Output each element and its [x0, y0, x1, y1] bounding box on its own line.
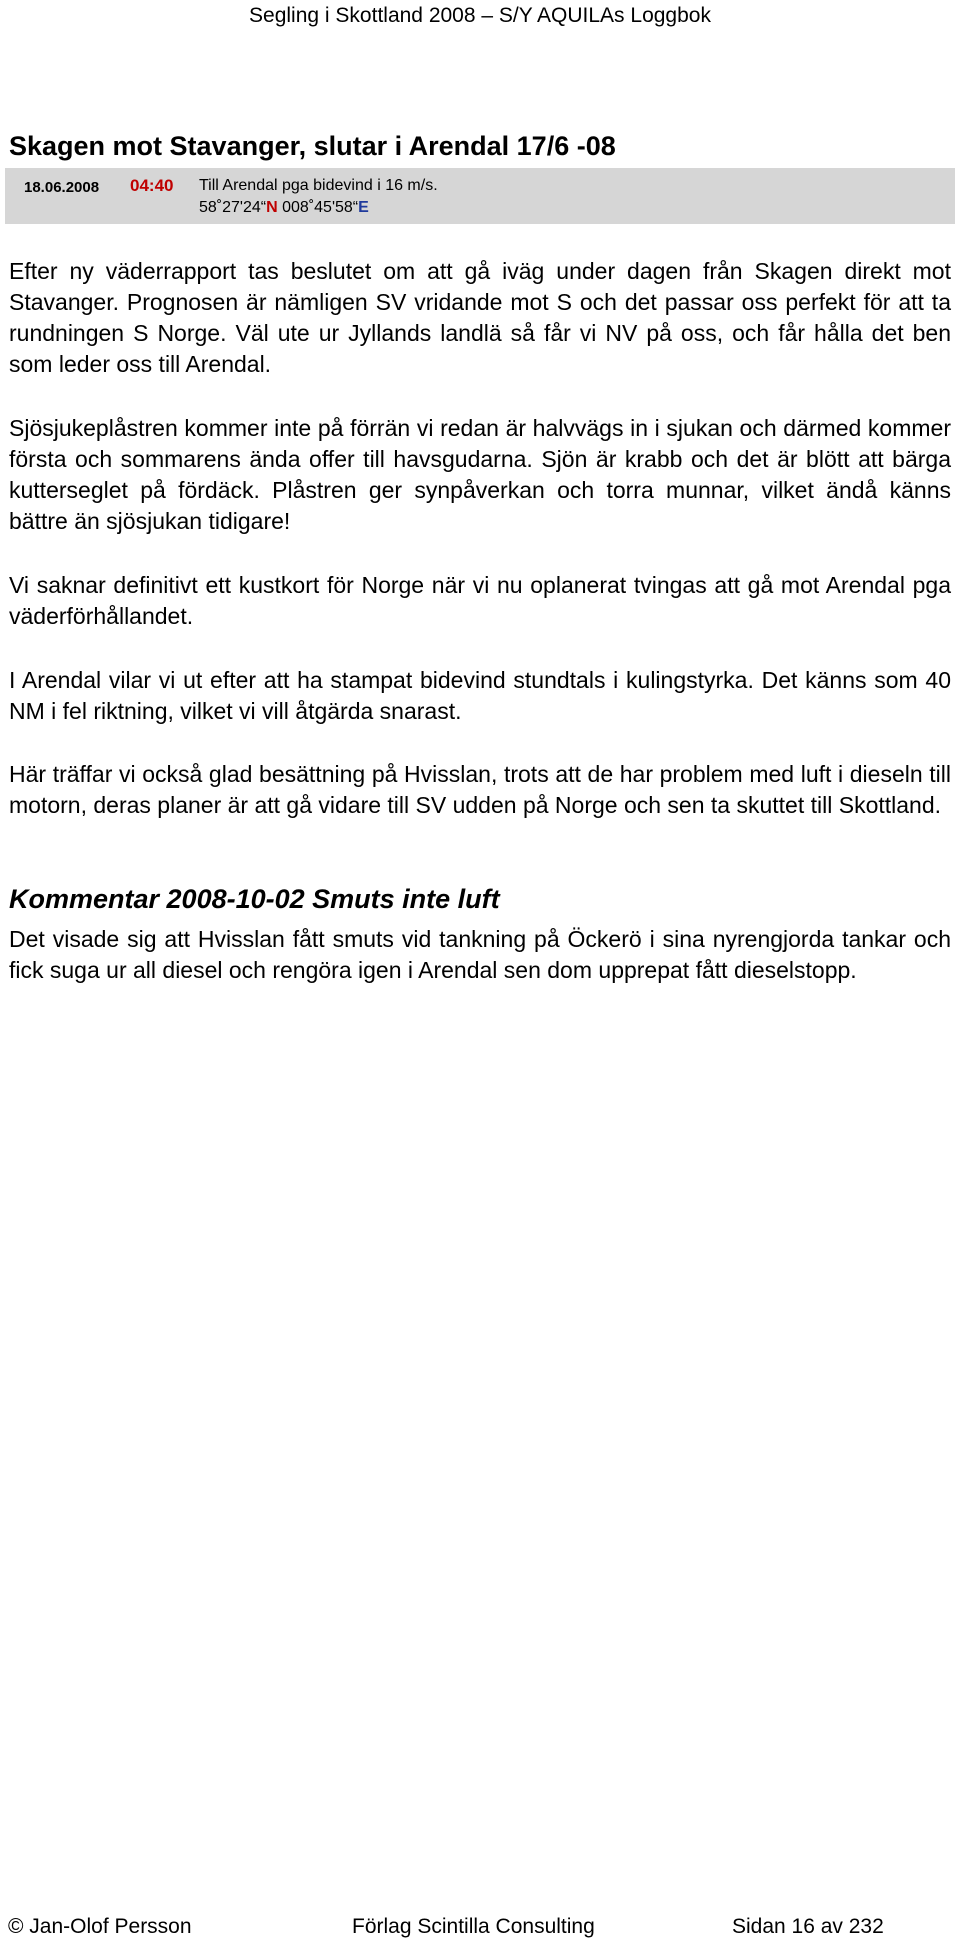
- footer-author: © Jan-Olof Persson: [8, 1915, 192, 1938]
- footer-publisher: Förlag Scintilla Consulting: [352, 1915, 595, 1938]
- latitude-value: 58˚27'24“: [199, 199, 267, 216]
- log-entry-description: Till Arendal pga bidevind i 16 m/s.: [199, 177, 438, 194]
- comment-heading: Kommentar 2008-10-02 Smuts inte luft: [9, 884, 500, 914]
- log-entry-position: [199, 198, 369, 218]
- page-footer: [0, 1914, 960, 1940]
- log-entry-box: [5, 168, 955, 224]
- body-paragraph: I Arendal vilar vi ut efter att ha stampat bidevind stundtals i kulingstyrka. Det känns som 40 NM i fel riktning, vilket vi vill åtgärda snarast.: [9, 667, 951, 724]
- footer-page-number: Sidan 16 av 232: [732, 1915, 884, 1938]
- body-paragraph: Här träffar vi också glad besättning på Hvisslan, trots att de har problem med luft i dieseln till motorn, deras planer är att gå vidare till SV udden på Norge och sen ta skuttet till Skottland.: [9, 761, 951, 818]
- body-paragraph: Efter ny väderrapport tas beslutet om att gå iväg under dagen från Skagen direkt mot Stavanger. Prognosen är nämligen SV vridande mot S och det passar oss perfekt för att ta rundningen S Norge. Väl ute ur Jyllands landlä så får vi NV på oss, och får hålla det ben som leder oss till Arendal.: [9, 258, 951, 377]
- latitude-direction: N: [266, 199, 278, 216]
- log-entry-date: 18.06.2008: [24, 179, 100, 196]
- body-paragraph: Sjösjukeplåstren kommer inte på förrän vi redan är halvvägs in i sjukan och därmed kommer första och sommarens ända offer till havsgudarna. Sjön är krabb och det är blött att bärga kutterseglet på fördäck. Plåstren ger synpåverkan och torra munnar, vilket ändå känns bättre än sjösjukan tidigare!: [9, 415, 951, 534]
- longitude-direction: E: [358, 199, 369, 216]
- log-entry-time: 04:40: [130, 176, 174, 195]
- longitude-value: 008˚45'58“: [277, 199, 359, 216]
- running-header: Segling i Skottland 2008 – S/Y AQUILAs Loggbok: [249, 4, 711, 27]
- comment-paragraph: Det visade sig att Hvisslan fått smuts vid tankning på Öckerö i sina nyrengjorda tankar och fick suga ur all diesel och rengöra igen i Arendal sen dom upprepat fått dieselstopp.: [9, 926, 951, 983]
- section-title: Skagen mot Stavanger, slutar i Arendal 17/6 -08: [9, 131, 616, 161]
- body-paragraph: Vi saknar definitivt ett kustkort för Norge när vi nu oplanerat tvingas att gå mot Arendal pga väderförhållandet.: [9, 572, 951, 629]
